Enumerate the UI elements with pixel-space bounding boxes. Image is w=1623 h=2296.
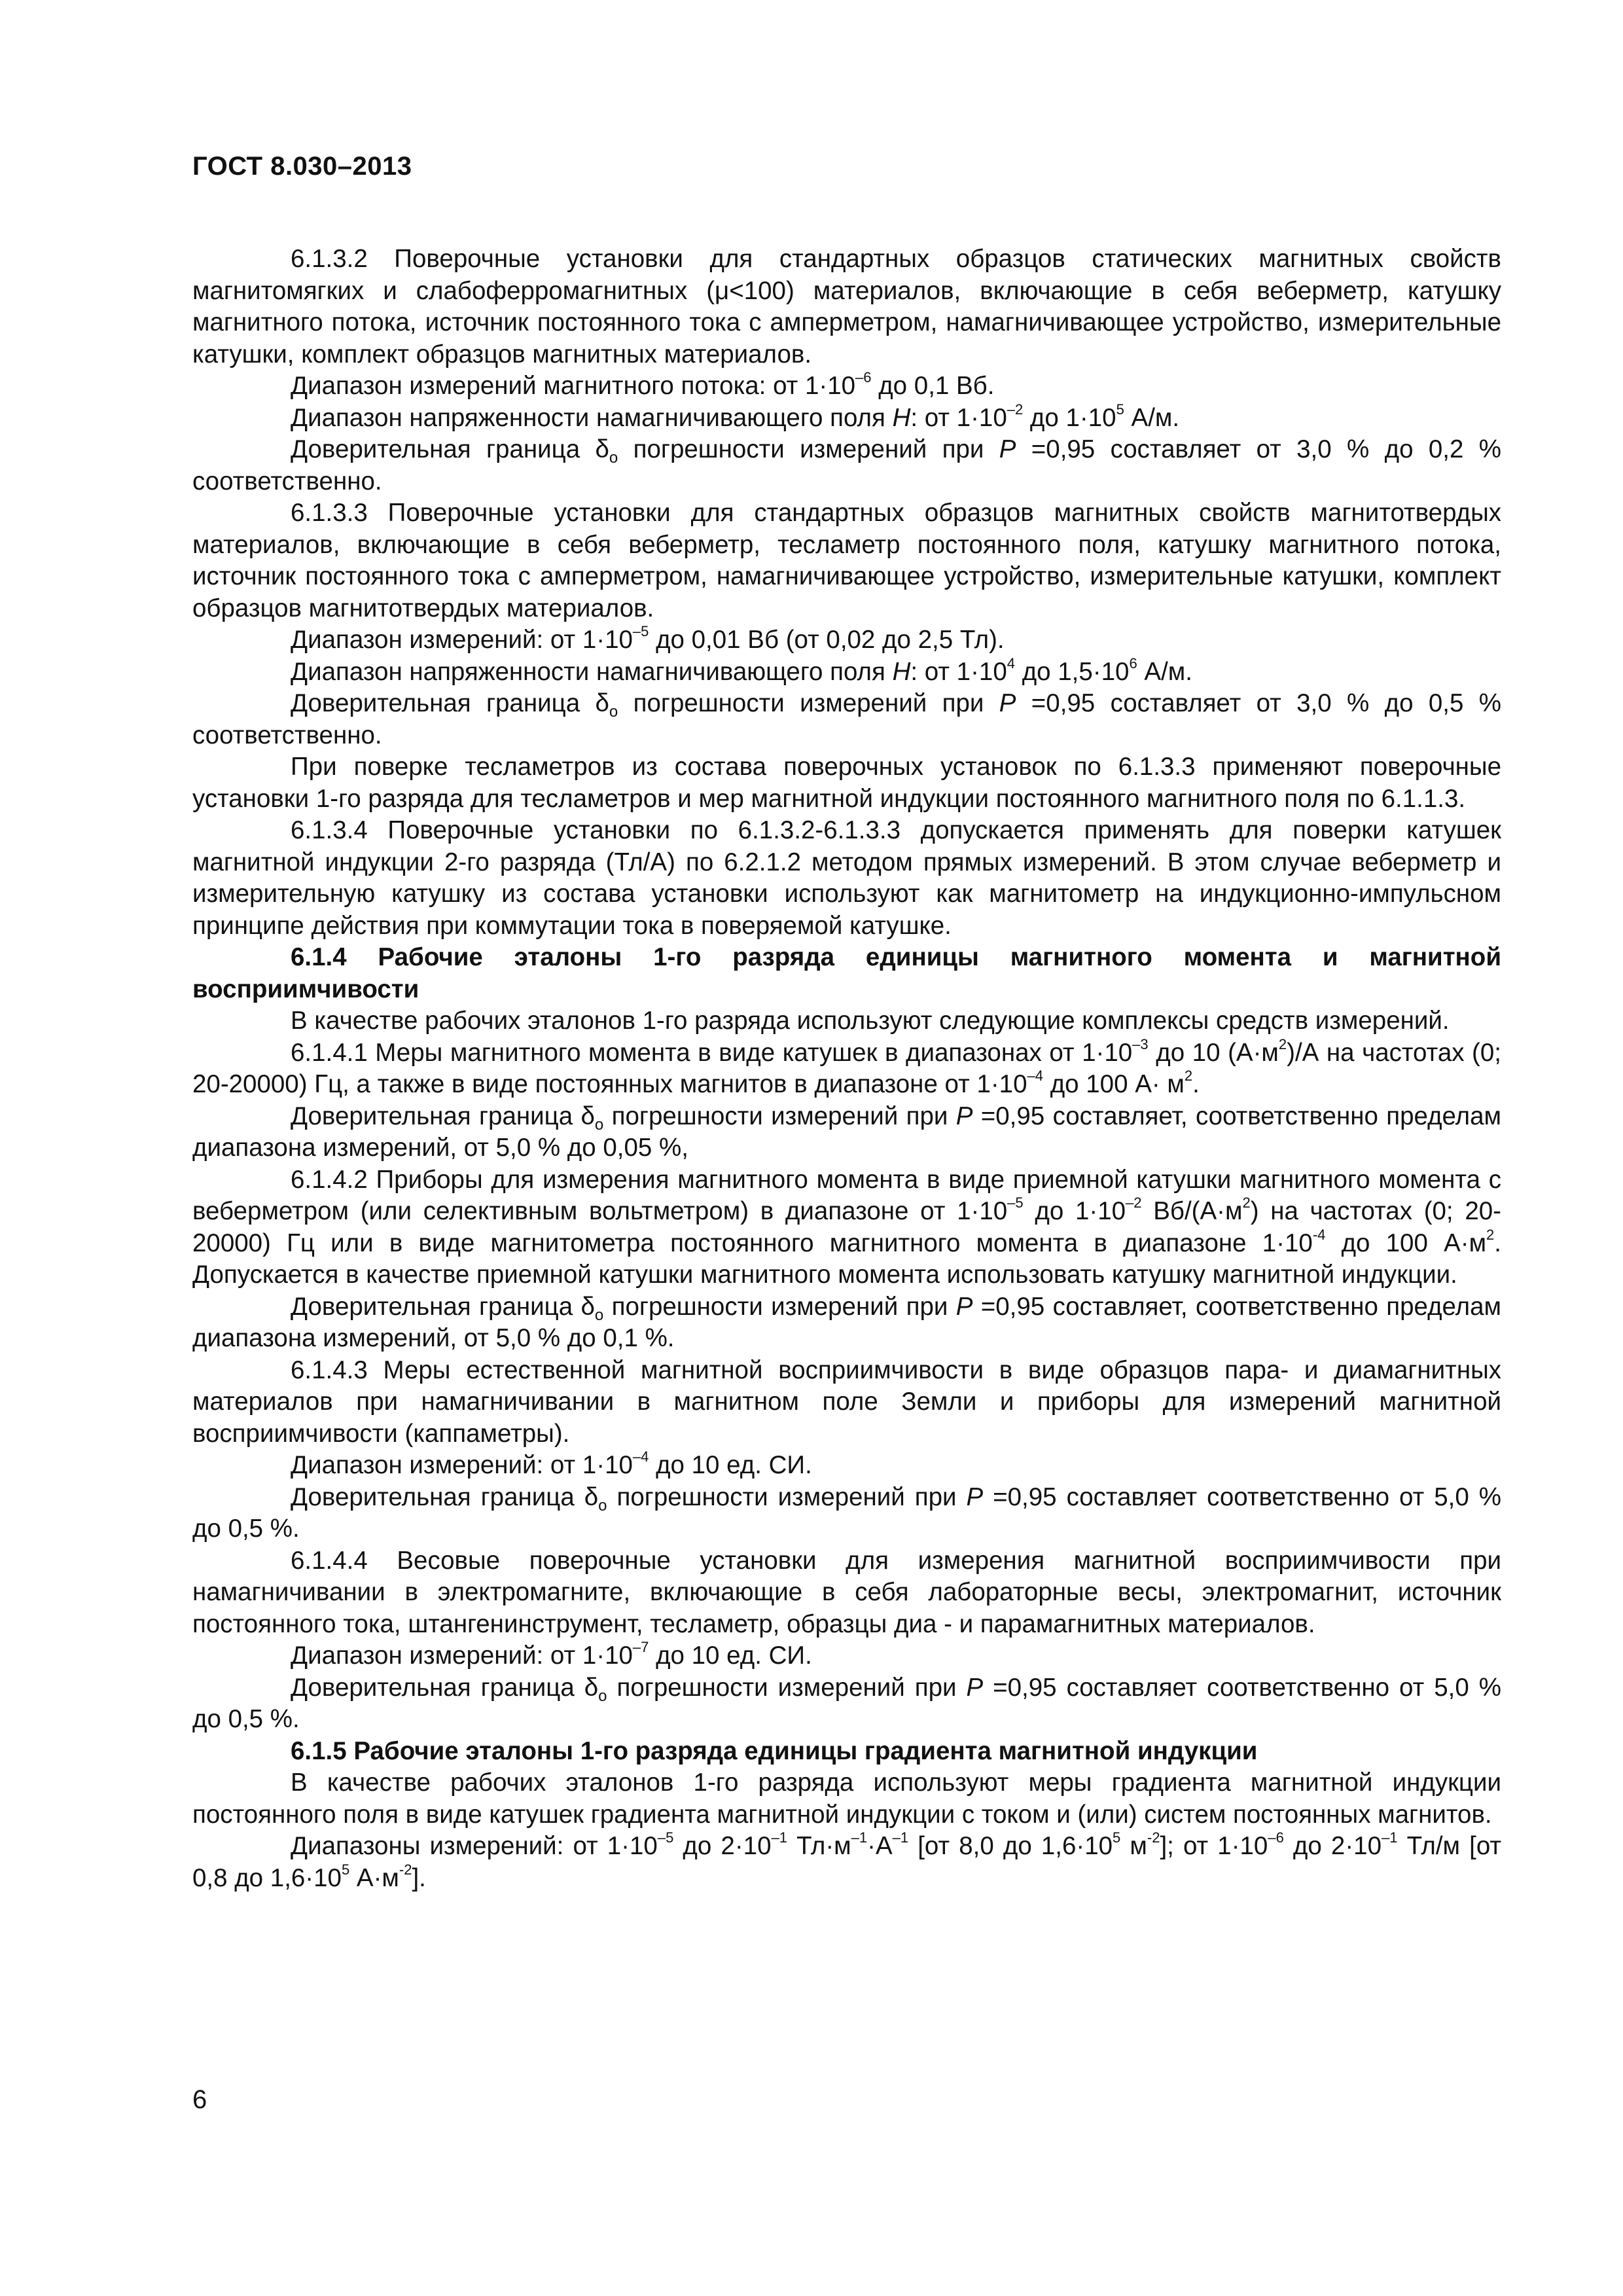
paragraph: 6.1.3.4 Поверочные установки по 6.1.3.2-6.1.3.3 допускается применять для поверки катушек магнитной индукции 2-го разряда (Тл/А) по 6.2.1.2 методом прямых измерений. В этом случае веберметр и измерительную катушку из состава установки используют как магнитометр на индукционно-импульсном принципе действия при коммутации тока в поверяемой катушке. [192, 816, 1501, 940]
paragraph: 6.1.3.2 Поверочные установки для стандартных образцов статических магнитных свойств магнитомягких и слабоферромагнитных (μ<100) материалов, включающие в себя веберметр, катушку магнитного потока, источник постоянного тока с амперметром, намагничивающее устройство, измерительные катушки, комплект образцов магнитных материалов. [192, 245, 1501, 368]
paragraph: В качестве рабочих эталонов 1-го разряда используют следующие комплексы средств измерений. [291, 1007, 1450, 1035]
paragraph: 6.1.4.2 Приборы для измерения магнитного момента в виде приемной катушки магнитного момента с веберметром (или селективным вольтметром) в диапазоне от $1\cdot 10^{-5}$ до $1\cdot 10^{-2}$ $Вб/(А\cdot м^2)$ на частотах (0; 20-20000) Гц или в виде магнитометра постоянного магнитного момента в диапазоне $1\cdot 10^{-4}$ до 100 $А\cdot м^2$. Допускается в качестве приемной катушки магнитного момента использовать катушку магнитной индукции. [192, 1165, 1501, 1289]
paragraph: При поверке тесламетров из состава поверочных установок по 6.1.3.3 применяют поверочные установки 1-го разряда для тесламетров и мер магнитной индукции постоянного магнитного поля по 6.1.1.3. [192, 753, 1501, 813]
paragraph: Доверительная граница $\delta_о$ погрешности измерений при P =0,95 составляет от 3,0 % до 0,2 % соответственно. [192, 435, 1501, 495]
paragraph: 6.1.4.1 Меры магнитного момента в виде катушек в диапазонах от $1\cdot 10^{-3}$ до 10 $(А\cdot м^2)/А$ на частотах (0; 20-20000) Гц, а также в виде постоянных магнитов в диапазоне от $1\cdot 10^{-4}$ до 100 $А\cdot м^2$. [192, 1035, 1501, 1098]
paragraph: Доверительная граница $\delta_о$ погрешности измерений при P =0,95 составляет, соответственно пределам диапазона измерений, от 5,0 % до 0,1 %. [192, 1292, 1502, 1352]
section-heading: 6.1.4 Рабочие эталоны 1-го разряда единицы магнитного момента и магнитной восприимчивости [192, 943, 1501, 1003]
paragraph: Диапазон напряженности намагничивающего поля H: от $1\cdot 10^4$ до $1,5\cdot 10^6$ А/м. [291, 655, 1192, 686]
paragraph: Диапазон измерений: от $1\cdot 10^{-5}$ до 0,01 Вб (от 0,02 до 2,5 Тл). [291, 623, 1005, 654]
paragraph: Доверительная граница $\delta_о$ погрешности измерений при P =0,95 составляет соответственно от 5,0 % до 0,5 %. [192, 1482, 1501, 1543]
paragraph: Доверительная граница $\delta_о$ погрешности измерений при P =0,95 составляет от 3,0 % до 0,5 % соответственно. [192, 689, 1501, 749]
paragraph: Диапазон напряженности намагничивающего поля H: от $1\cdot 10^{-2}$ до $1\cdot 10^5$ А/м. [291, 401, 1180, 432]
paragraph: 6.1.4.3 Меры естественной магнитной восприимчивости в виде образцов пара- и диамагнитных материалов при намагничивании в магнитном поле Земли и приборы для измерений магнитной восприимчивости (каппаметры). [192, 1355, 1501, 1448]
paragraph: Диапазон измерений магнитного потока: от $1\cdot 10^{-6}$ до 0,1 Вб. [291, 369, 995, 400]
section-heading: 6.1.5 Рабочие эталоны 1-го разряда единицы градиента магнитной индукции [291, 1736, 1258, 1765]
paragraph: В качестве рабочих эталонов 1-го разряда используют меры градиента магнитной индукции постоянного поля в виде катушек градиента магнитной индукции с током и (или) систем постоянных магнитов. [192, 1768, 1501, 1829]
paragraph: Доверительная граница $\delta_о$ погрешности измерений при P =0,95 составляет соответственно от 5,0 % до 0,5 %. [192, 1673, 1501, 1733]
paragraph: Диапазон измерений: от $1\cdot 10^{-7}$ до 10 ед. СИ. [291, 1639, 812, 1670]
paragraph: 6.1.3.3 Поверочные установки для стандартных образцов магнитных свойств магнитотвердых материалов, включающие в себя веберметр, тесламетр постоянного поля, катушку магнитного потока, источник постоянного тока с амперметром, намагничивающее устройство, измерительные катушки, комплект образцов магнитотвердых материалов. [192, 499, 1501, 622]
paragraph: Доверительная граница $\delta_о$ погрешности измерений при P =0,95 составляет, соответственно пределам диапазона измерений, от 5,0 % до 0,05 %, [192, 1102, 1502, 1162]
document-header: ГОСТ 8.030–2013 [192, 152, 412, 181]
paragraph: 6.1.4.4 Весовые поверочные установки для измерения магнитной восприимчивости при намагничивании в электромагните, включающие в себя лабораторные весы, электромагнит, источник постоянного тока, штангенинструмент, тесламетр, образцы диа - и парамагнитных материалов. [192, 1546, 1501, 1638]
paragraph: Диапазоны измерений: от $1\cdot 10^{-5}$ до $2\cdot 10^{-1}$ $Тл\cdot м^{-1}\cdot А^{-1}$ [от 8,0 до $1,6\cdot 10^5$ $м^{-2}$]; от $1\cdot 10^{-6}$ до $2\cdot 10^{-1}$ Тл/м [от 0,8 до $1,6\cdot 10^5$ $А\cdot м^{-2}$]. [192, 1829, 1502, 1892]
paragraph: Диапазон измерений: от $1\cdot 10^{-4}$ до 10 ед. СИ. [291, 1448, 812, 1479]
page-number: 6 [192, 2085, 207, 2114]
document-body [192, 243, 1501, 1894]
